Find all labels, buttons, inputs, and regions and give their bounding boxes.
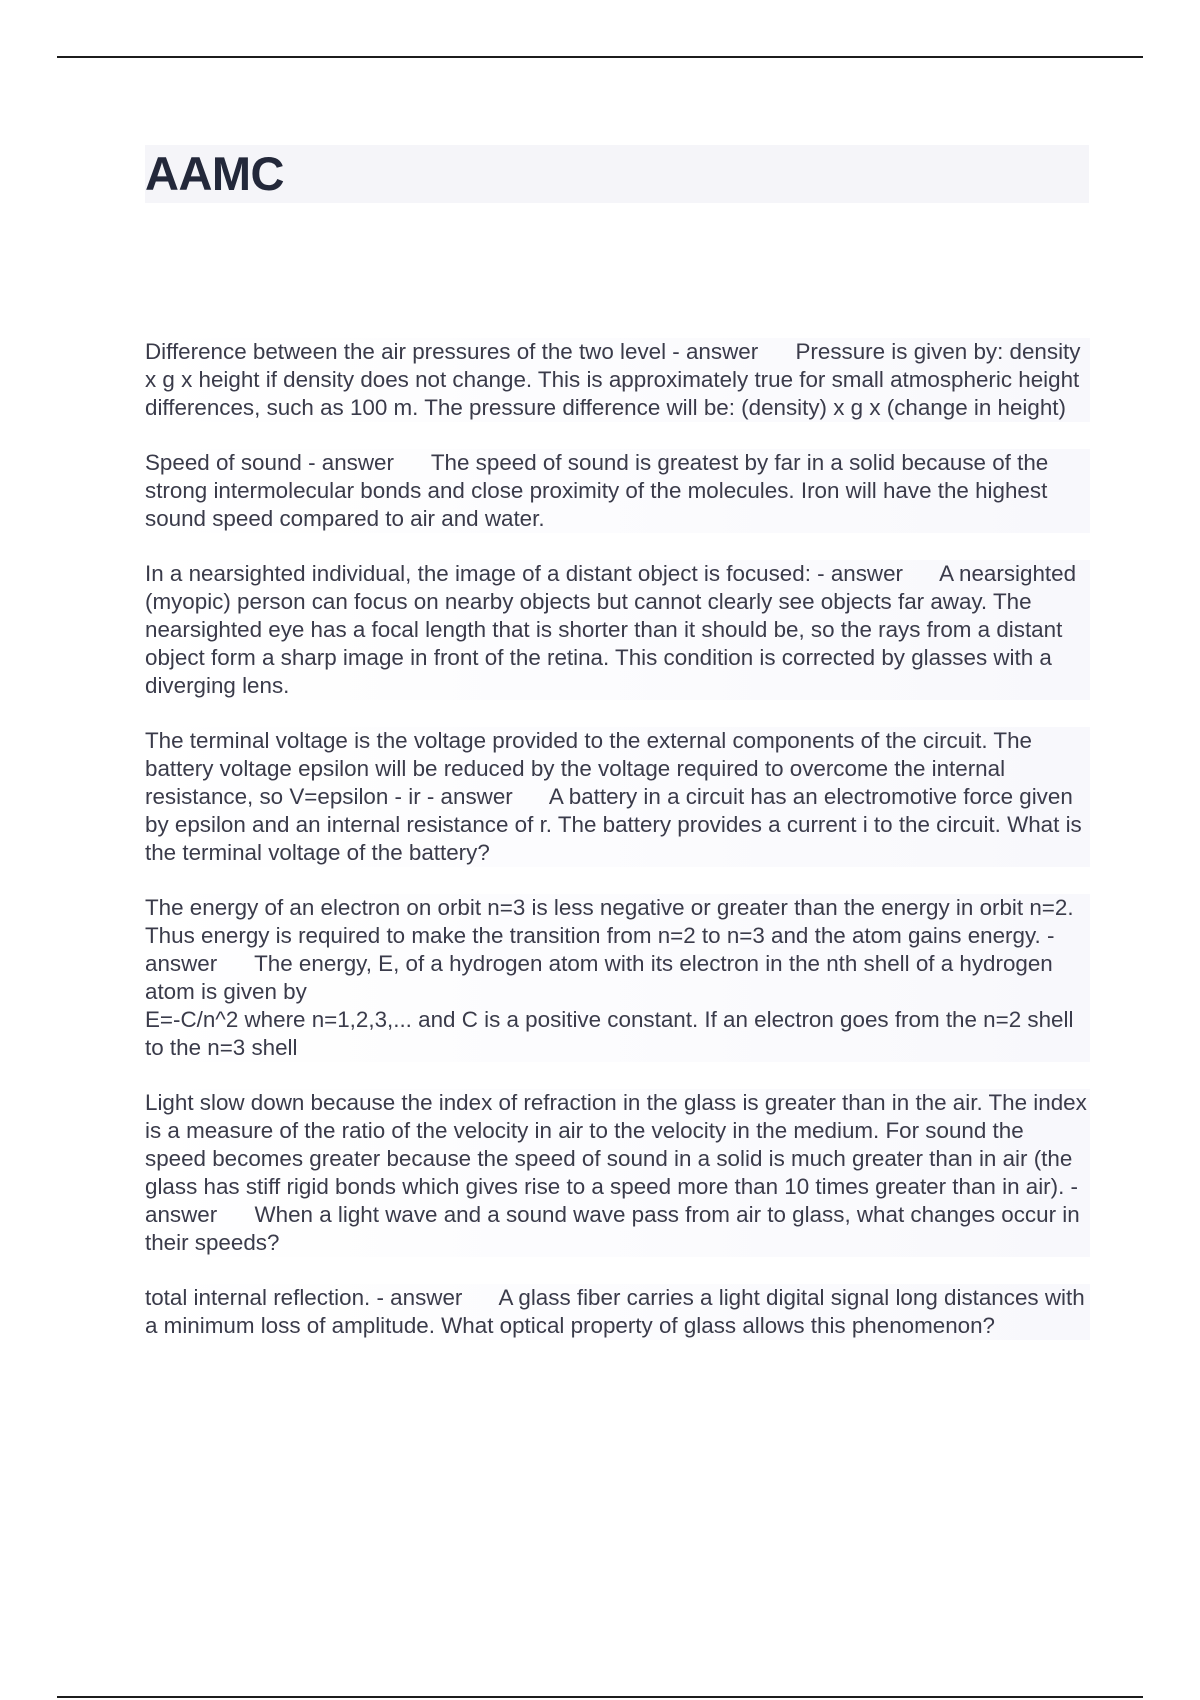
qa-back: A battery in a circuit has an electromotive force given by epsilon and an internal resistance of r. The battery provides a current i to the circuit. What is the terminal voltage of the battery? (145, 784, 1082, 865)
qa-back: The speed of sound is greatest by far in a solid because of the strong intermolecular bonds and close proximity of the molecules. Iron will have the highest sound speed compared to air and water. (145, 450, 1049, 531)
qa-item (145, 560, 1090, 700)
qa-back: A nearsighted (myopic) person can focus on nearby objects but cannot clearly see objects far away. The nearsighted eye has a focal length that is shorter than it should be, so the rays from a distant object form a sharp image in front of the retina. This condition is corrected by glasses with a diverging lens. (145, 561, 1077, 698)
qa-separator: - answer (420, 784, 513, 809)
qa-front: Light slow down because the index of refraction in the glass is greater than in the air. The index is a measure of the ratio of the velocity in air to the velocity in the medium. For sound the speed becomes greater because the speed of sound in a solid is much greater than in air (the glass has stiff rigid bonds which gives rise to a speed more than 10 times greater than in air). (145, 1090, 1087, 1199)
qa-separator: - answer (145, 1174, 1079, 1227)
qa-back: A glass fiber carries a light digital signal long distances with a minimum loss of amplitude. What optical property of glass allows this phenomenon? (145, 1285, 1085, 1338)
qa-item (145, 338, 1090, 422)
qa-back: When a light wave and a sound wave pass from air to glass, what changes occur in their speeds? (145, 1202, 1080, 1255)
qa-separator: - answer (301, 450, 394, 475)
title-band (145, 145, 1089, 203)
qa-front: The terminal voltage is the voltage provided to the external components of the circuit. The battery voltage epsilon will be reduced by the voltage required to overcome the internal resistance, so V=epsilon - ir (145, 728, 1032, 809)
top-rule (57, 56, 1143, 58)
qa-item (145, 894, 1090, 1062)
qa-separator: - answer (666, 339, 759, 364)
qa-back: Pressure is given by: density x g x height if density does not change. This is approximately true for small atmospheric height differences, such as 100 m. The pressure difference will be: (density) x g x (change in height) (145, 339, 1081, 420)
qa-front: Speed of sound (145, 450, 302, 475)
qa-separator: - answer (145, 923, 1055, 976)
qa-separator: - answer (810, 561, 903, 586)
qa-item (145, 727, 1090, 867)
qa-front: The energy of an electron on orbit n=3 is less negative or greater than the energy in orbit n=2. Thus energy is required to make the transition from n=2 to n=3 and the atom gains energy. (145, 895, 1074, 948)
qa-front: Difference between the air pressures of the two level (145, 339, 667, 364)
qa-item (145, 1089, 1090, 1257)
qa-list (145, 338, 1090, 1367)
qa-separator: - answer (370, 1285, 463, 1310)
qa-back: The energy, E, of a hydrogen atom with its electron in the nth shell of a hydrogen atom is given by (145, 951, 1053, 1004)
qa-item (145, 449, 1090, 533)
qa-front: In a nearsighted individual, the image of a distant object is focused: (145, 561, 811, 586)
qa-back-line: E=-C/n^2 where n=1,2,3,... and C is a positive constant. If an electron goes from the n=2 shell to the n=3 shell (145, 1007, 1074, 1060)
qa-front: total internal reflection. (145, 1285, 371, 1310)
qa-item (145, 1284, 1090, 1340)
bottom-rule (57, 1696, 1143, 1698)
document-title: AAMC (145, 147, 284, 200)
